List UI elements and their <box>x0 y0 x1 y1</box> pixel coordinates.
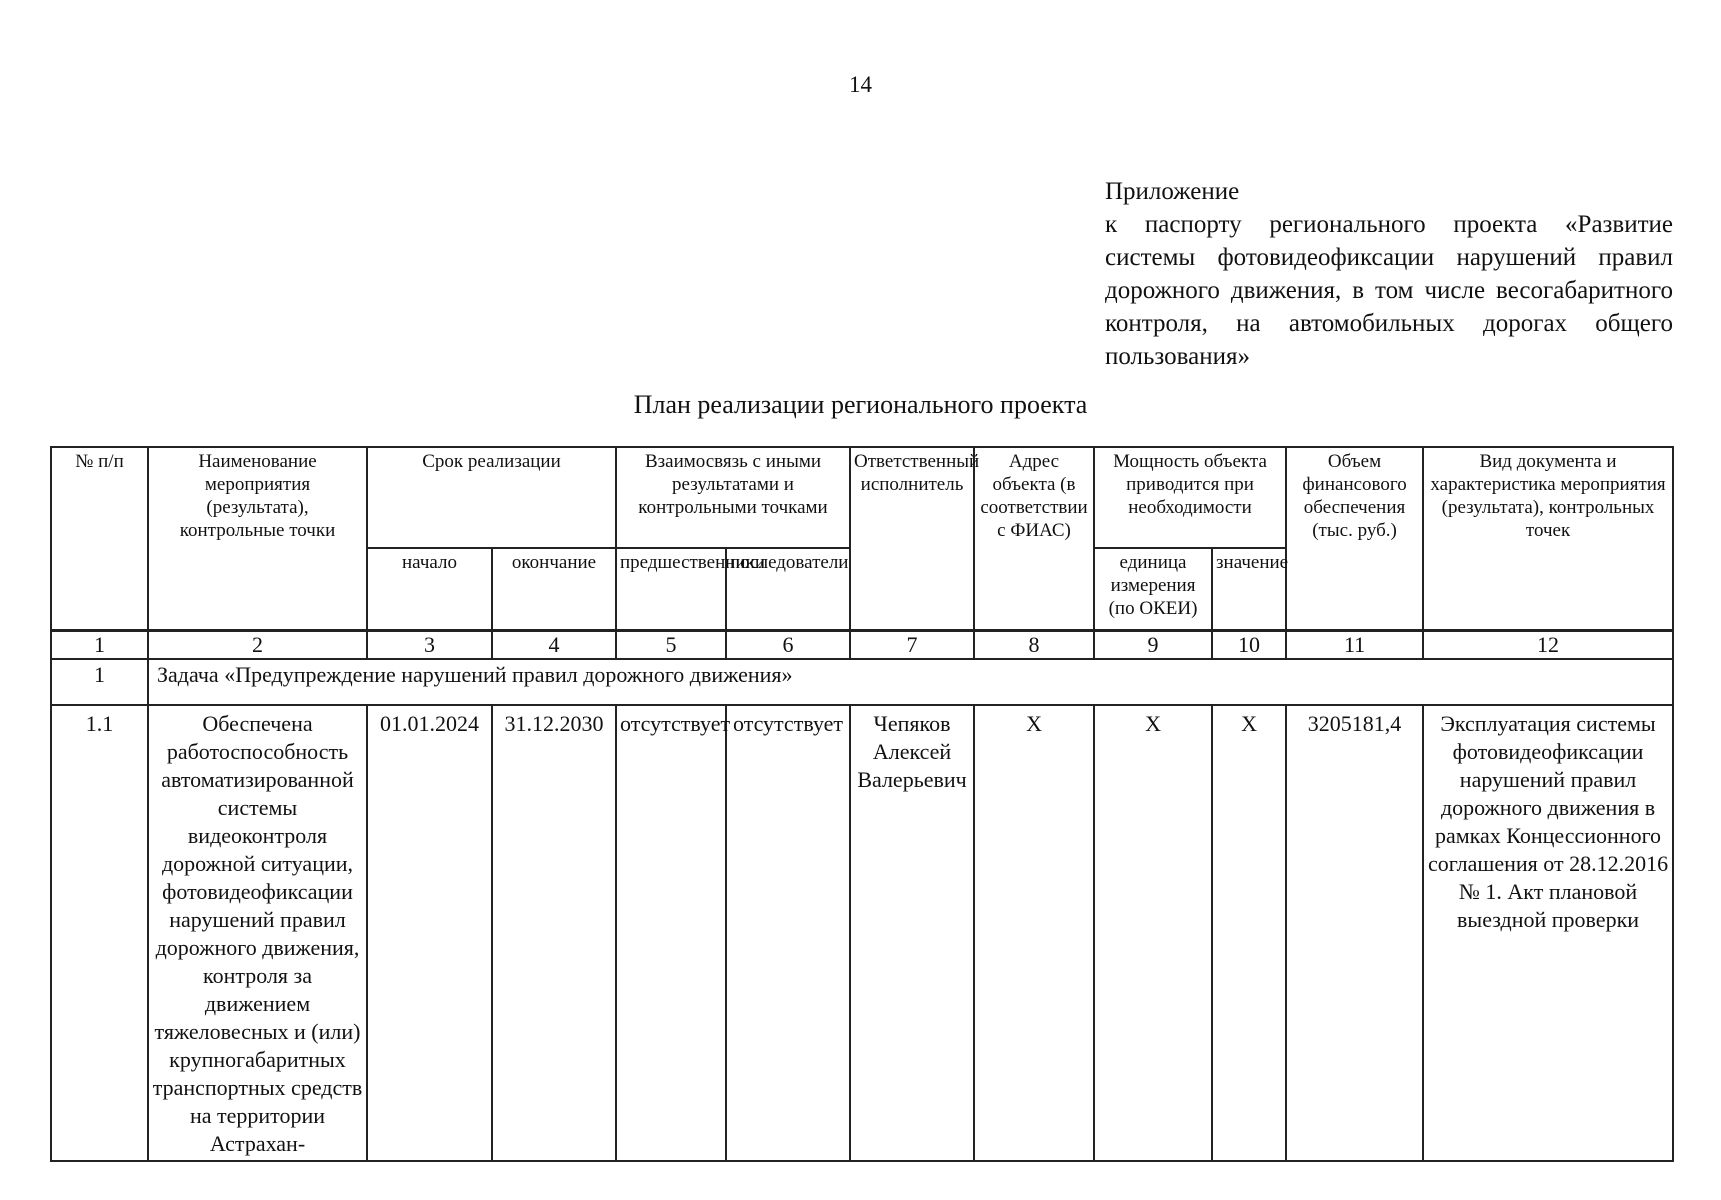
row-finance: 3205181,4 <box>1286 705 1423 1161</box>
column-number: 12 <box>1423 631 1673 660</box>
row-predecessors: отсутствует <box>616 705 726 1161</box>
header-capacity-value: значение <box>1212 548 1286 631</box>
table-header-row <box>51 447 1673 548</box>
column-number: 8 <box>974 631 1094 660</box>
plan-table <box>50 446 1674 1162</box>
row-responsible: Чепяков Алексей Валерьевич <box>850 705 974 1161</box>
header-name: Наименование мероприятия (результата), контрольные точки <box>148 447 367 631</box>
row-name: Обеспечена работоспособность автоматизированной системы видеоконтроля дорожной ситуации, фотовидеофиксации нарушений правил дорожного движения, контроля за движением тяжеловесных и (или) крупногабаритных транспортных средств на территории Астрахан- <box>148 705 367 1161</box>
header-term-end: окончание <box>492 548 616 631</box>
column-number: 11 <box>1286 631 1423 660</box>
header-capacity: Мощность объекта приводится при необходимости <box>1094 447 1286 548</box>
column-number: 6 <box>726 631 850 660</box>
row-address: Х <box>974 705 1094 1161</box>
task-row <box>51 659 1673 705</box>
plan-title: План реализации регионального проекта <box>633 390 1088 419</box>
column-number: 2 <box>148 631 367 660</box>
column-number: 9 <box>1094 631 1212 660</box>
row-number: 1.1 <box>51 705 148 1161</box>
column-number: 10 <box>1212 631 1286 660</box>
appendix-text: к паспорту регионального проекта «Развитие системы фотовидеофиксации нарушений правил дорожного движения, в том числе весогабаритного контроля, на автомобильных дорогах общего пользования» <box>1105 211 1673 370</box>
header-term: Срок реализации <box>367 447 616 548</box>
page-number: 14 <box>849 72 872 97</box>
task-number: 1 <box>51 659 148 705</box>
row-value: Х <box>1212 705 1286 1161</box>
row-doc: Эксплуатация системы фотовидеофиксации нарушений правил дорожного движения в рамках Концессионного соглашения от 28.12.2016 № 1. Акт плановой выездной проверки <box>1423 705 1673 1161</box>
task-text: Задача «Предупреждение нарушений правил дорожного движения» <box>148 659 1673 705</box>
row-unit: Х <box>1094 705 1212 1161</box>
header-capacity-unit: единица измерения (по ОКЕИ) <box>1094 548 1212 631</box>
table-row <box>51 705 1673 1161</box>
header-doc: Вид документа и характеристика мероприятия (результата), контрольных точек <box>1423 447 1673 631</box>
column-number: 7 <box>850 631 974 660</box>
row-start-date: 01.01.2024 <box>367 705 492 1161</box>
row-successors: отсутствует <box>726 705 850 1161</box>
column-number-row <box>51 631 1673 660</box>
header-relation: Взаимосвязь с иными результатами и контрольными точками <box>616 447 850 548</box>
header-relation-next: последователи <box>726 548 850 631</box>
column-number: 3 <box>367 631 492 660</box>
header-finance: Объем финансового обеспечения (тыс. руб.) <box>1286 447 1423 631</box>
appendix-heading: Приложение <box>1105 178 1240 205</box>
column-number: 4 <box>492 631 616 660</box>
header-responsible: Ответственный исполнитель <box>850 447 974 631</box>
header-relation-prev: предшественники <box>616 548 726 631</box>
appendix-block <box>1105 175 1673 373</box>
column-number: 1 <box>51 631 148 660</box>
header-no: № п/п <box>51 447 148 631</box>
header-term-start: начало <box>367 548 492 631</box>
header-address: Адрес объекта (в соответствии с ФИАС) <box>974 447 1094 631</box>
column-number: 5 <box>616 631 726 660</box>
row-end-date: 31.12.2030 <box>492 705 616 1161</box>
